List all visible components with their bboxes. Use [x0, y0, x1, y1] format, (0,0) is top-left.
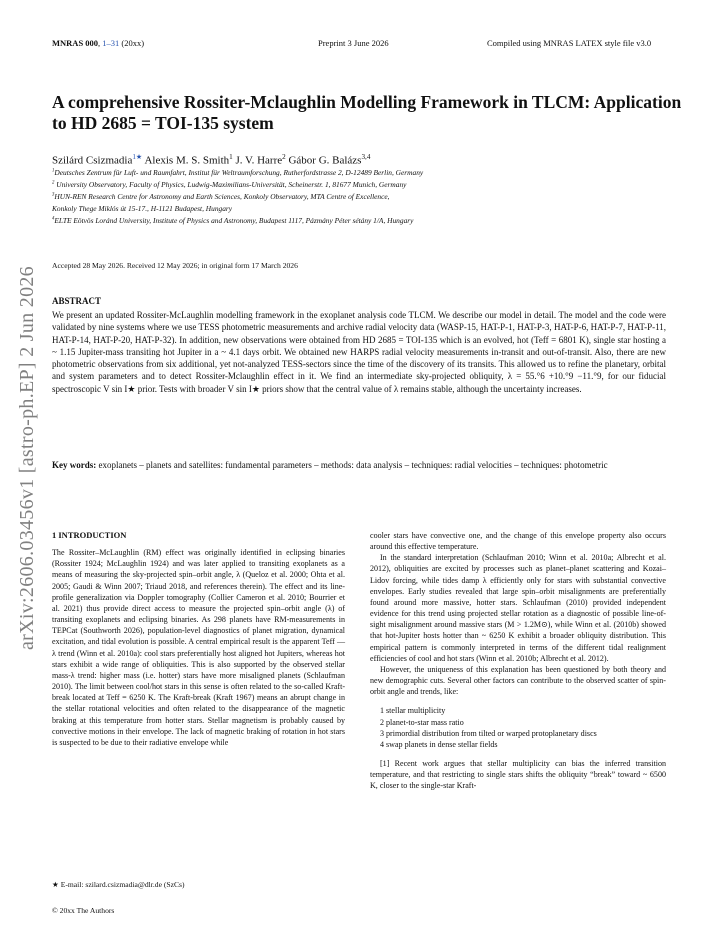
abstract-heading: ABSTRACT: [52, 296, 102, 306]
running-header-citation: MNRAS 000, 1–31 (20xx): [52, 38, 145, 48]
author-affiliation-mark: 2: [282, 153, 286, 161]
publication-dates: Accepted 28 May 2026. Received 12 May 2026; in original form 17 March 2026: [52, 261, 298, 270]
affiliation: [52, 180, 406, 189]
keywords-text: exoplanets – planets and satellites: fundamental parameters – methods: data analysis – techniques: radial velocities – techniques: photometric: [98, 460, 608, 470]
author-name: Gábor G. Balázs: [288, 154, 362, 167]
author-name: Szilárd Csizmadia: [52, 154, 133, 167]
affiliation-text: Konkoly Thege Miklós út 15-17., H-1121 Budapest, Hungary: [52, 204, 233, 213]
journal-volume: 000: [85, 38, 99, 48]
affiliation-mark: 2: [52, 180, 55, 186]
intro-paragraph: In the standard interpretation (Schlaufman 2010; Winn et al. 2010a; Albrecht et al. 2012), obliquities are excited by processes such as planet–planet scattering and Kozai–Lidov forcing, while tides damp λ efficiently only for stars with substantial convective envelopes. Early studies revealed that large spin–orbit misalignments are preferentially found around more massive, hotter stars. Schlaufman (2010) provided independent evidence for this trend using projected stellar rotation as a diagnostic of possible line-of-sight misalignment around massive stars (M > 1.2M⊙), while Winn et al. (2010b) showed that hot-Jupiter hosts hotter than ~ 6250 K exhibit a broader obliquity distribution. This empirical pattern is commonly interpreted in terms of the different tidal realignment efficiencies of cool and hot stars (Winn et al. 2010b; Albrecht et al. 2012).: [370, 553, 666, 663]
author-name: J. V. Harre: [235, 154, 283, 167]
intro-paragraph: The Rossiter–McLaughlin (RM) effect was originally identified in eclipsing binaries (Rossiter 1924; McLaughlin 1924) and was later applied to transiting exoplanets as a means of measuring the sky-projected spin–orbit angle, λ (Queloz et al. 2000; Ohta et al. 2005; Gaudi & Winn 2007; Triaud 2018, and references therein). The effect and its line-profile generalization via Doppler tomography (Collier Cameron et al. 2010; Bourrier et al. 2021) thus provide direct access to measure the projected spin–orbit angle (λ) of transiting exoplanets and eclipsing binaries. As 298 planets have RM-measurements in TEPCat (Southworth 2026), population-level diagnostics of planet migration, dynamical excitation, and tidal evolution is possible. A central empirical result is the apparent Teff — λ trend (Winn et al. 2010a): cool stars preferentially host aligned hot Jupiters, whereas hot stars exhibit a wide range of obliquities. This is also supported by the observed stellar mass-λ trend: higher mass (i.e. hotter) stars have more misaligned planets (Schlaufman 2010). The limit between cool/hot stars in this sense is often related to the so-called Kraft-break located at Teff = 6250 K. The Kraft-break (Kraft 1967) means an abrupt change in the stellar rotational velocities and often related to the disappearance of the magnetic braking at this temperature from hotter stars. Stellar magnetism is probably caused by convective motions in their envelope. The lack of magnetic braking of rotation in hot stars is suspected to be due to their radiative envelope while: [52, 548, 345, 747]
journal-name: MNRAS: [52, 38, 84, 48]
intro-paragraph: However, the uniqueness of this explanation has been questioned by both theory and new demographic cuts. Several other factors can contribute to the observed scatter of spin-orbit angle and trends, like:: [370, 664, 666, 697]
affiliation-text: ELTE Eötvös Loránd University, Institute of Physics and Astronomy, Budapest 1117, Pázmány Péter sétány 1/A, Hungary: [54, 216, 414, 225]
preprint-date: Preprint 3 June 2026: [318, 38, 389, 48]
author-name: Alexis M. S. Smith: [144, 154, 230, 167]
left-column: [52, 530, 345, 748]
copyright-notice: © 20xx The Authors: [52, 906, 115, 915]
pages-link[interactable]: 1–31: [102, 38, 120, 48]
affiliation: [52, 204, 232, 213]
affiliation-mark: 4: [52, 216, 55, 222]
keywords-label: Key words:: [52, 460, 97, 470]
affiliation-text: University Observatory, Faculty of Physics, Ludwig-Maximilians-Universität, Scheinerstr. 1, 81677 Munich, Germany: [54, 180, 407, 189]
intro-paragraph: cooler stars have convective one, and the change of this envelope property also occurs around this effective temperature.: [370, 531, 666, 552]
list-item: 4 swap planets in dense stellar fields: [380, 739, 498, 749]
affiliation: [52, 192, 390, 201]
affiliation: [52, 168, 423, 177]
list-item: 2 planet-to-star mass ratio: [380, 717, 464, 727]
abstract-text: We present an updated Rossiter-McLaughlin modelling framework in the exoplanet analysis code TLCM. We describe our model in detail. The model and the code were validated by nine systems where we use TESS photometric measurements and archive radial velocity data (WASP-15, HAT-P-1, HAT-P-3, HAT-P-6, HAT-P-7, HAT-P-11, HAT-P-14, HAT-P-20, HAT-P-32). In addition, new observations were obtained from HD 2685 = TOI-135 which is an evolved, hot (Teff = 6801 K), single star hosting a ~ 1.15 Jupiter-mass transiting hot Jupiter in a ~ 4.1 days orbit. We obtained new HARPS radial velocity measurements in-transit and out-of-transit. Also, there are new photometric observations from six additional, yet not-analyzed TESS-sectors since the time of the discovery of its transits. This allowed us to refine the planetary, orbital and system parameters and to detect Rossiter-Mclaughlin effect in it. We find an intermediate sky-projected obliquity, λ = 55.°6 +10.°9 −11.°9, for our fiducial spectroscopic V sin I★ prior. Tests with broader V sin I★ priors show that the central value of λ remains stable, although the uncertainty increases.: [52, 310, 666, 394]
author-affiliation-mark: 1: [229, 153, 233, 161]
author-list: [52, 152, 370, 167]
list-item: 1 stellar multiplicity: [380, 706, 446, 716]
journal-year: (20xx): [121, 38, 145, 48]
affiliation: [52, 216, 413, 225]
affiliation-mark: 1: [52, 168, 55, 174]
affiliation-text: HUN-REN Research Centre for Astronomy and Earth Sciences, Konkoly Observatory, MTA Centre of Excellence,: [54, 192, 390, 201]
keywords: [52, 459, 666, 471]
author-affiliation-mark: 3,4: [361, 153, 371, 161]
arxiv-stamp[interactable]: arXiv:2606.03456v1 [astro-ph.EP] 2 Jun 2026: [16, 266, 38, 650]
affiliation-mark: 3: [52, 192, 55, 198]
right-column: [370, 530, 666, 791]
section-heading-introduction: 1 INTRODUCTION: [52, 530, 127, 540]
list-item: 3 primordial distribution from tilted or warped protoplanetary discs: [380, 728, 597, 738]
compiled-note: Compiled using MNRAS LATEX style file v3.0: [487, 38, 652, 48]
corresponding-author-footnote: ★ E-mail: szilard.csizmadia@dlr.de (SzCs): [52, 880, 185, 889]
author-affiliation-mark[interactable]: 1★: [132, 153, 143, 161]
intro-paragraph: [1] Recent work argues that stellar multiplicity can bias the inferred transition temperature, and that restricting to single stars shifts the obliquity “break” toward ~ 6500 K, closer to the single-star Kraft-: [370, 758, 666, 791]
paper-title: A comprehensive Rossiter-Mclaughlin Modelling Framework in TLCM: Application to HD 2685 = TOI-135 system: [52, 92, 682, 133]
affiliation-text: Deutsches Zentrum für Luft- und Raumfahrt, Institut für Weltraumforschung, Rutherfordstrasse 2, D-12489 Berlin, Germany: [54, 168, 424, 177]
